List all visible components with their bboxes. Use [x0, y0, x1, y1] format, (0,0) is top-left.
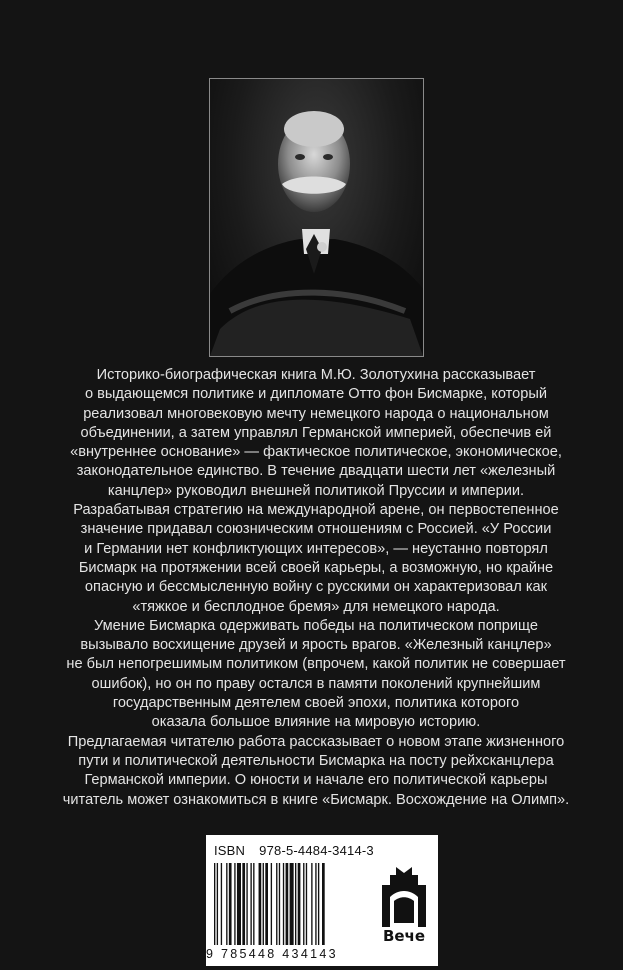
barcode-bar	[298, 863, 301, 945]
barcode-bar	[253, 863, 254, 945]
barcode-bar	[318, 863, 319, 945]
barcode-bar	[290, 863, 294, 945]
barcode-bar	[271, 863, 272, 945]
barcode-bar	[286, 863, 289, 945]
barcode-bar	[242, 863, 245, 945]
barcode-bar	[214, 863, 215, 945]
blurb-line: и Германии нет конфликтующих интересов», — неустанно повторял	[84, 540, 548, 557]
blurb-line: вызывало восхищение друзей и ярость врагов. «Железный канцлер»	[80, 637, 552, 654]
blurb-line: государственным деятелем своей эпохи, политика которого	[112, 695, 520, 712]
barcode-digits: 9 785448 434143	[206, 947, 338, 961]
blurb-line: ошибок), но он по праву остался в памяти поколений крупнейшим	[91, 675, 541, 692]
blurb-line: канцлер» руководил внешней политикой Пруссии и империи.	[107, 482, 525, 499]
barcode-bar	[315, 863, 316, 945]
barcode-bar	[263, 863, 264, 945]
barcode-bar	[229, 863, 232, 945]
blurb-line: опасную и бессмысленную войну с русскими он характеризовал как	[84, 579, 548, 596]
barcode-bar	[246, 863, 247, 945]
blurb-line: «тяжкое и бесплодное бремя» для немецкого народа.	[132, 598, 500, 615]
barcode-bar	[259, 863, 262, 945]
barcode-bar	[295, 863, 296, 945]
isbn-line	[214, 843, 374, 858]
annotation-text	[56, 366, 576, 810]
blurb-line: Предлагаемая читателю работа рассказывает о новом этапе жизненного	[67, 733, 565, 750]
barcode-bar	[265, 863, 268, 945]
blurb-line: Бисмарк на протяжении всей своей карьеры, а возможную, но крайне	[78, 559, 554, 576]
barcode-bar	[276, 863, 277, 945]
barcode-bar	[306, 863, 307, 945]
barcode	[212, 863, 372, 947]
blurb-line: Историко-биографическая книга М.Ю. Золотухина рассказывает	[96, 367, 536, 383]
publisher-logo	[374, 863, 434, 953]
blurb-line: объединении, а затем управлял Германской империей, обеспечив ей	[80, 424, 552, 441]
blurb-line: не был непогрешимым политиком (впрочем, какой политик не совершает	[66, 656, 566, 673]
barcode-bar	[221, 863, 222, 945]
blurb-line: значение придавал союзническим отношениям с Россией. «У России	[80, 521, 552, 538]
barcode-bar	[250, 863, 251, 945]
blurb-line: читатель может ознакомиться в книге «Бисмарк. Восхождение на Олимп».	[62, 791, 570, 808]
blurb-line: Германской империи. О юности и начале его политической карьеры	[84, 772, 548, 789]
isbn-number: 978-5-4484-3414-3	[259, 843, 374, 858]
blurb-line: реализовал многовековую мечту немецкого народа о национальном	[83, 405, 549, 422]
barcode-bar	[322, 863, 325, 945]
barcode-bar	[283, 863, 284, 945]
blurb-line: Разрабатывая стратегию на международной арене, он первостепенное	[73, 502, 559, 519]
barcode-bar	[237, 863, 241, 945]
portrait-photo	[209, 78, 424, 357]
barcode-bar	[217, 863, 218, 945]
blurb-line: о выдающемся политике и дипломате Отто фон Бисмарке, который	[84, 386, 548, 403]
publisher-logo-icon	[374, 863, 434, 929]
blurb-line: законодательное единство. В течение двадцати шести лет «железный	[76, 463, 556, 480]
barcode-bar	[234, 863, 235, 945]
barcode-bar	[303, 863, 304, 945]
blurb-line: оказала большое влияние на мировую историю.	[151, 714, 481, 731]
blurb-line: «внутреннее основание» — фактическое политическое, экономическое,	[70, 444, 562, 461]
portrait-figure	[210, 79, 423, 356]
publisher-logo-text: Вече	[382, 927, 426, 945]
barcode-bar	[279, 863, 280, 945]
barcode-bar	[226, 863, 227, 945]
blurb-line: пути и политической деятельности Бисмарка на посту рейхсканцлера	[78, 752, 554, 769]
barcode-panel	[206, 835, 438, 966]
isbn-label: ISBN	[214, 843, 246, 858]
barcode-bar	[311, 863, 312, 945]
blurb-line: Умение Бисмарка одерживать победы на политическом поприще	[94, 617, 538, 634]
